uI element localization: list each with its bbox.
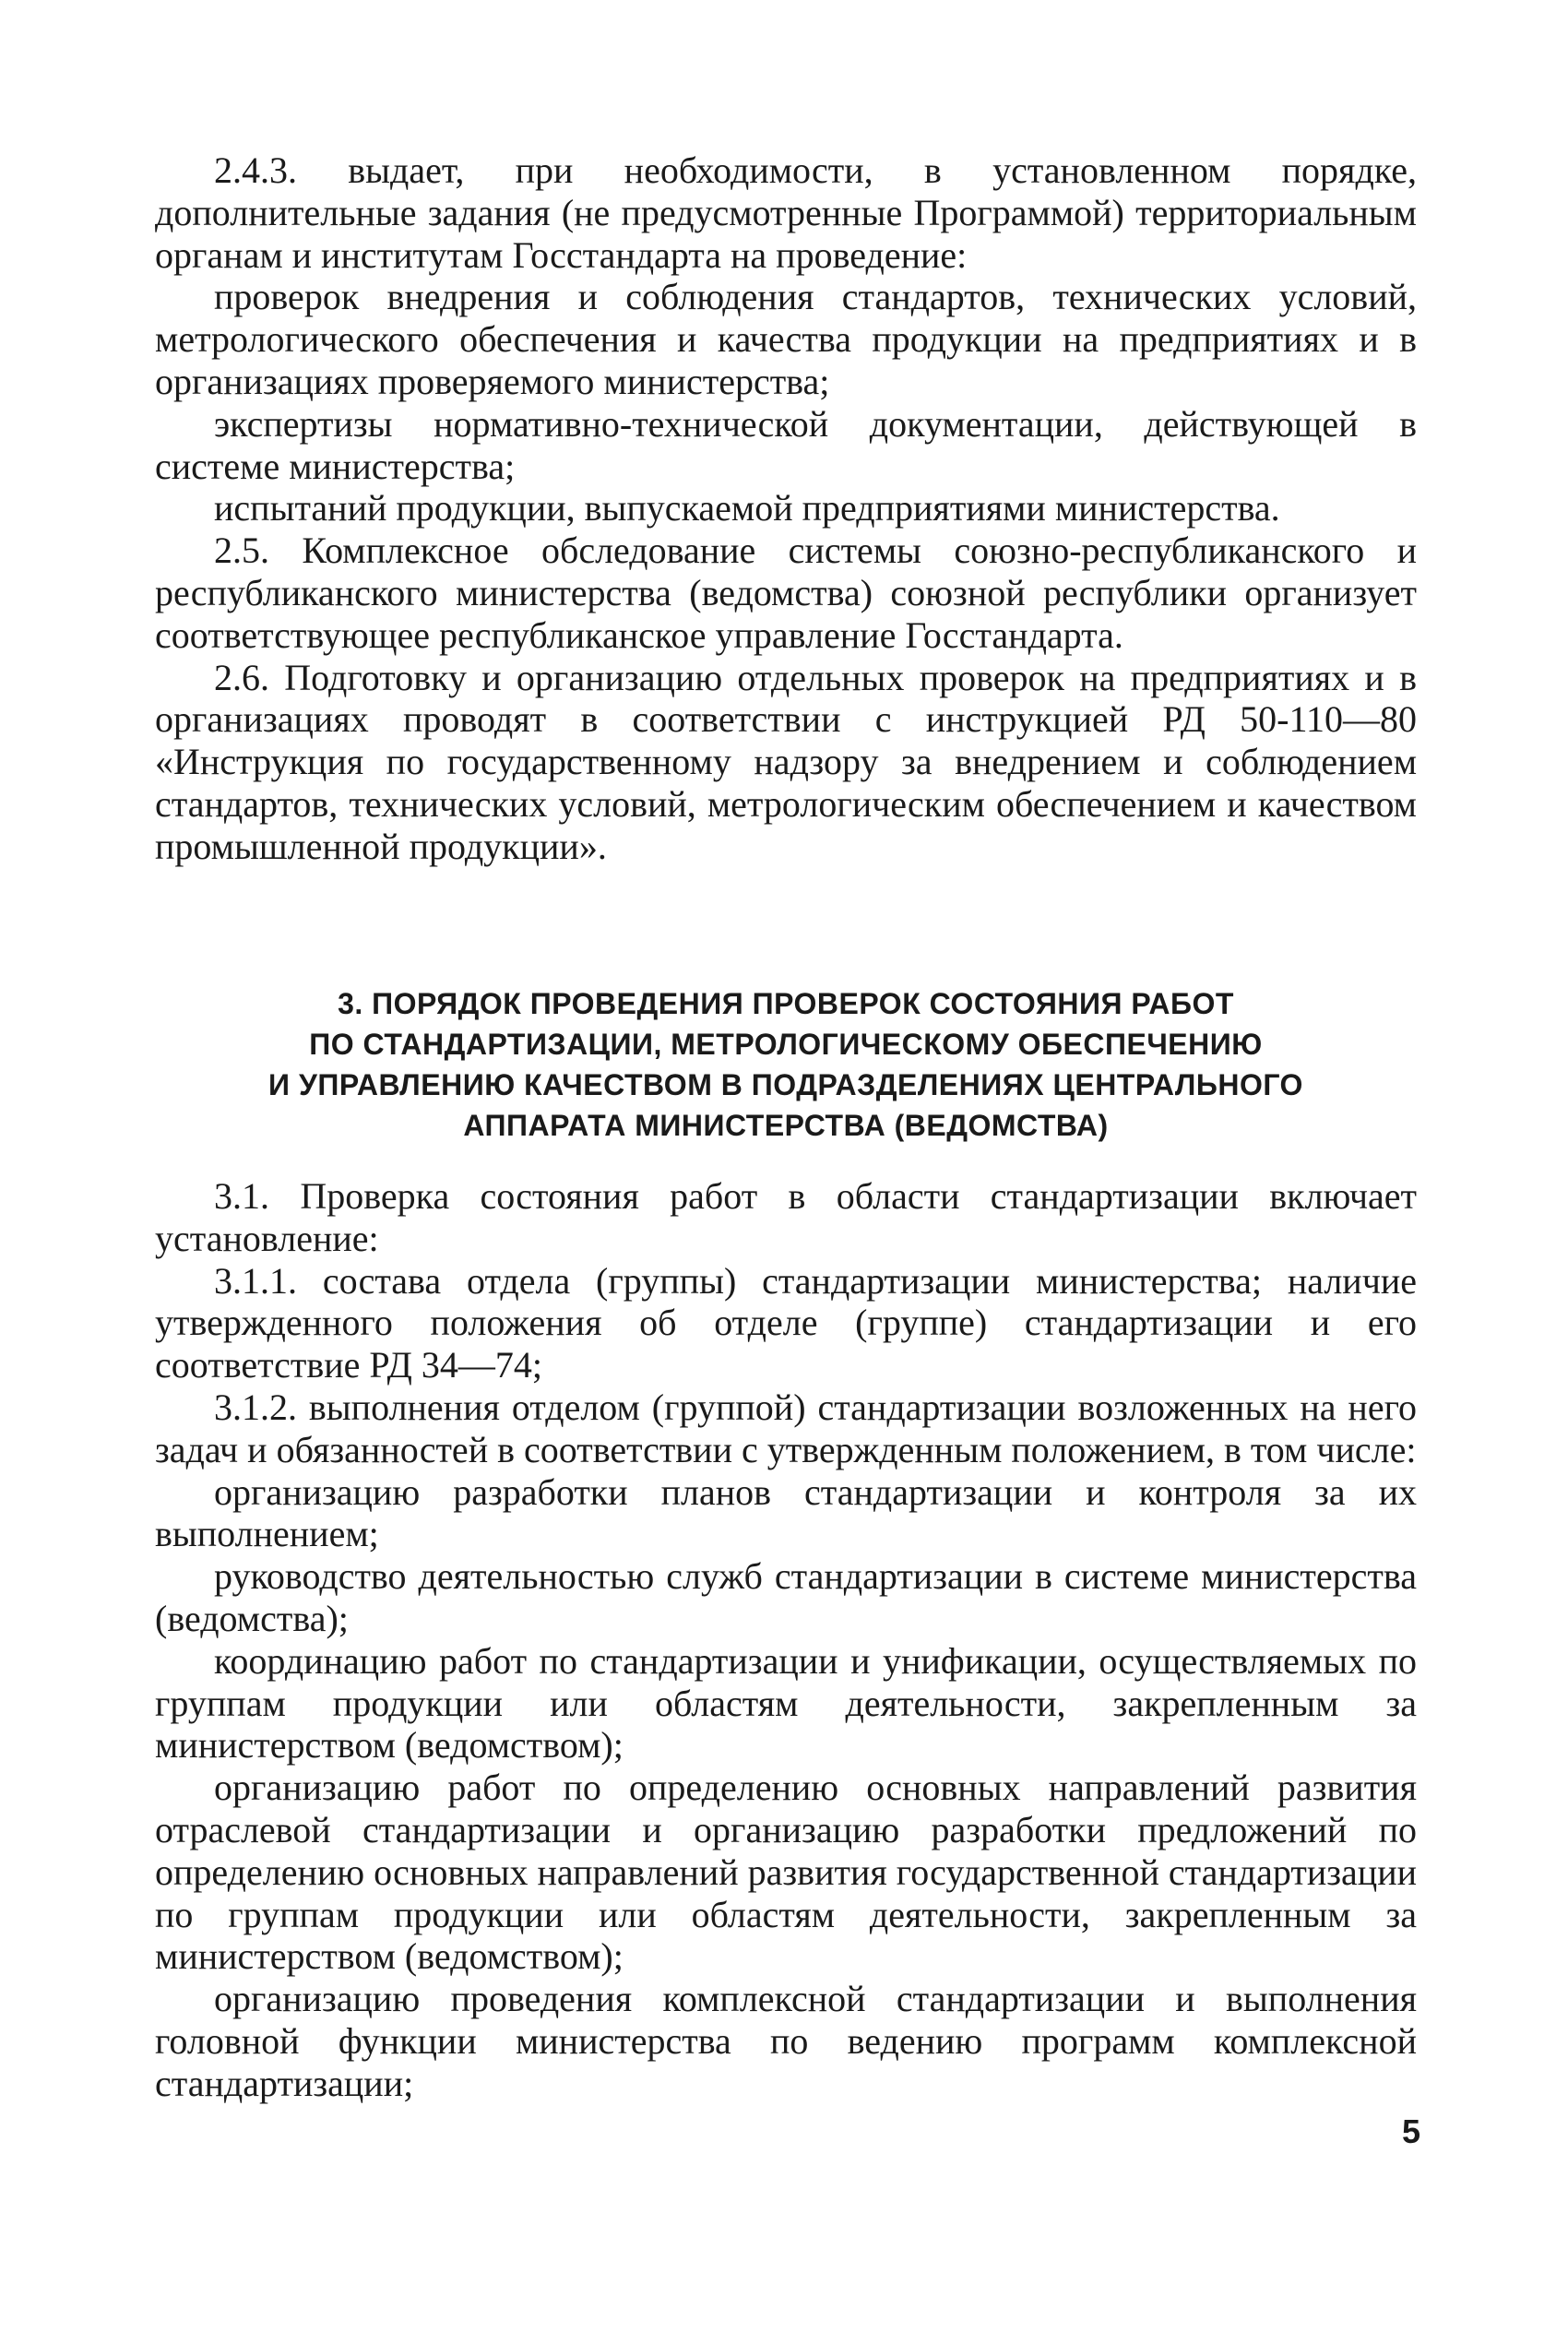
paragraph-3-1-2-item-b: руководство деятельностью служб стандартизации в системе министерства (ведомства); [155,1555,1417,1639]
paragraph-3-1-1: 3.1.1. состава отдела (группы) стандартизации министерства; наличие утвержденного положения об отделе (группе) стандартизации и его соответствие РД 34—74; [155,1259,1417,1386]
section-3-heading-line-3: И УПРАВЛЕНИЮ КАЧЕСТВОМ В ПОДРАЗДЕЛЕНИЯХ ЦЕНТРАЛЬНОГО [268,1068,1303,1101]
paragraph-3-1-2-item-a: организацию разработки планов стандартизации и контроля за их выполнением; [155,1470,1417,1555]
section-3-heading-line-1: 3. ПОРЯДОК ПРОВЕДЕНИЯ ПРОВЕРОК СОСТОЯНИЯ РАБОТ [338,987,1234,1020]
paragraph-2-4-3-item-a: проверок внедрения и соблюдения стандартов, технических условий, метрологического обеспечения и качества продукции на предприятиях и в организациях проверяемого министерства; [155,276,1417,402]
page-number: 5 [1402,2112,1421,2150]
paragraph-3-1: 3.1. Проверка состояния работ в области стандартизации включает установление: [155,1175,1417,1259]
paragraph-3-1-2-item-c: координацию работ по стандартизации и унификации, осуществляемых по группам продукции или областям деятельности, закрепленным за министерством (ведомством); [155,1639,1417,1767]
paragraph-2-4-3: 2.4.3. выдает, при необходимости, в установленном порядке, дополнительные задания (не предусмотренные Программой) территориальным органам и институтам Госстандарта на проведение: [155,149,1417,276]
paragraph-2-6: 2.6. Подготовку и организацию отдельных проверок на предприятиях и в организациях проводят в соответствии с инструкцией РД 50-110—80 «Инструкция по государственному надзору за внедрением и соблюдением стандартов, технических условий, метрологическим обеспечением и качеством промышленной продукции». [155,656,1417,867]
section-3-body [155,1175,1417,2105]
paragraph-3-1-2-item-d: организацию работ по определению основных направлений развития отраслевой стандартизации и организацию разработки предложений по определению основных направлений развития государственной стандартизации по группам продукции или областям деятельности, закрепленным за министерством (ведомством); [155,1767,1417,1978]
paragraph-2-5: 2.5. Комплексное обследование системы союзно-республиканского и республиканского министерства (ведомства) союзной республики организует соответствующее республиканское управление Госстандарта. [155,529,1417,656]
paragraph-3-1-2-item-e: организацию проведения комплексной стандартизации и выполнения головной функции министерства по ведению программ комплексной стандартизации; [155,1978,1417,2104]
section-3-heading-line-2: ПО СТАНДАРТИЗАЦИИ, МЕТРОЛОГИЧЕСКОМУ ОБЕСПЕЧЕНИЮ [309,1028,1263,1061]
paragraph-2-4-3-item-b: экспертизы нормативно-технической документации, действующей в системе министерства; [155,402,1417,487]
section-3-heading-line-4: АППАРАТА МИНИСТЕРСТВА (ВЕДОМСТВА) [463,1109,1109,1142]
paragraph-2-4-3-item-c: испытаний продукции, выпускаемой предприятиями министерства. [214,487,1280,529]
section-3-heading [155,983,1417,1146]
paragraph-3-1-2: 3.1.2. выполнения отделом (группой) стандартизации возложенных на него задач и обязанностей в соответствии с утвержденным положением, в том числе: [155,1386,1417,1470]
section-2-continuation [155,149,1417,868]
